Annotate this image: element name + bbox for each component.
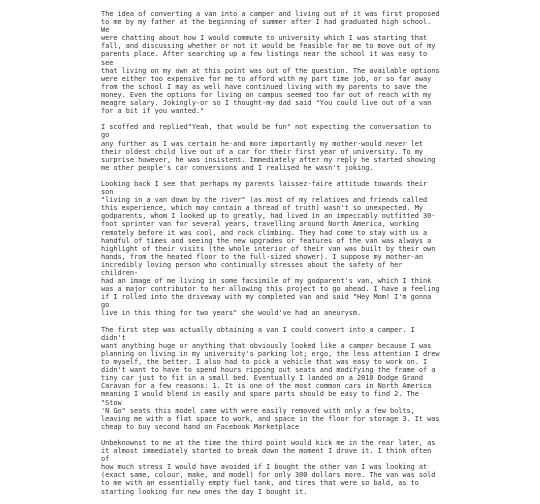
paragraph-5: Unbeknownst to me at the time the third point would kick me in the rear later, as it almost immediately started to break down the moment I drove it. I think often of how much stress I would have avoided if I bought the other van I was looking at (exact same, colour, make, and model) for only 300 dollars more. The van was sold to me with an essentially empty fuel tank, and tires that were so bald, as to starting looking for new ones the day I bought it.	[101, 438, 436, 496]
paragraph-4: The first step was actually obtaining a van I could convert into a camper. I didn't want anything huge or anything that obviously looked like a camper because I was planning on living in my university's parking lot; ergo, the less attention I drew to myself, the better. I also had to pick a vehicle that was easy to work on. I didn't want to have to spend hours ripping out seats and modifying the frame of a tiny car just to fit in a small bed. Eventually I landed on a 2010 Dodge Grand Caravan for a few reasons: 1. It is one of the most common cars in North America meaning I would blend in easily and spare parts should be easy to find 2. The "Stow 'N Go" seats this model came with were easily removed with only a few bolts, leaving me with a flat space to work, and space in the floor for storage 3. It was cheap to buy second hand on Facebook Marketplace	[101, 325, 440, 431]
paragraph-3: Looking back I see that perhaps my parents laissez-faire attitude towards their son "living in a van down by the river" (as most of my relatives and friends called this experience, which may contain a thread of truth) wasn't so unexpected. My godparents, whom I looked up to greatly, had lived in an impeccably outfitted 30- foot sprinter van for several years, travelling around North America, working remotely before it was cool, and rock climbing. They had come to stay with us a handful of times and seeing the new upgrades or features of the van was always a highlight of their visits (the whole interior of their van was built by their own hands, from the heated floor to the full-sized shower). I suppose my mother-an incredibly loving person who continually stresses about the safety of her children- had an image of me living in some facsimile of my godparent's van, which I think was a major contributor to her allowing this project to go ahead. I have a feeling if I rolled into the driveway with my completed van and said "Hey Mom! I'm gonna go live in this thing for two years" she would've had an aneurysm.	[101, 179, 440, 318]
paragraph-2: I scoffed and replied"Yeah, that would be fun" not expecting the conversation to go any further as I was certain he-and more importantly my mother-would never let their oldest child live out of a car for their first year of university. To my surprise however, he was insistent. Immediately after my reply he started showing me other people's car conversions and I realised he wasn't joking.	[101, 123, 436, 172]
paragraph-1: The idea of converting a van into a camper and living out of it was first proposed to me by my father at the beginning of summer after I had graduated high school. We were chatting about how I would commute to university which I was starting that fall, and discussing whether or not it would be feasible for me to move out of my parents place. After searching up a few listings near the school it was easy to see that living on my own at this point was out of the question. The available options were either too expensive for me to afford with my part time job, or so far away from the school I may as well have continued living with my parents to save the money. Even the options for living on campus seemed too far out of reach with my meagre salary. Jokingly-or so I thought-my dad said "You could live out of a van for a bit if you wanted."	[101, 10, 440, 116]
document-page	[101, 10, 441, 504]
